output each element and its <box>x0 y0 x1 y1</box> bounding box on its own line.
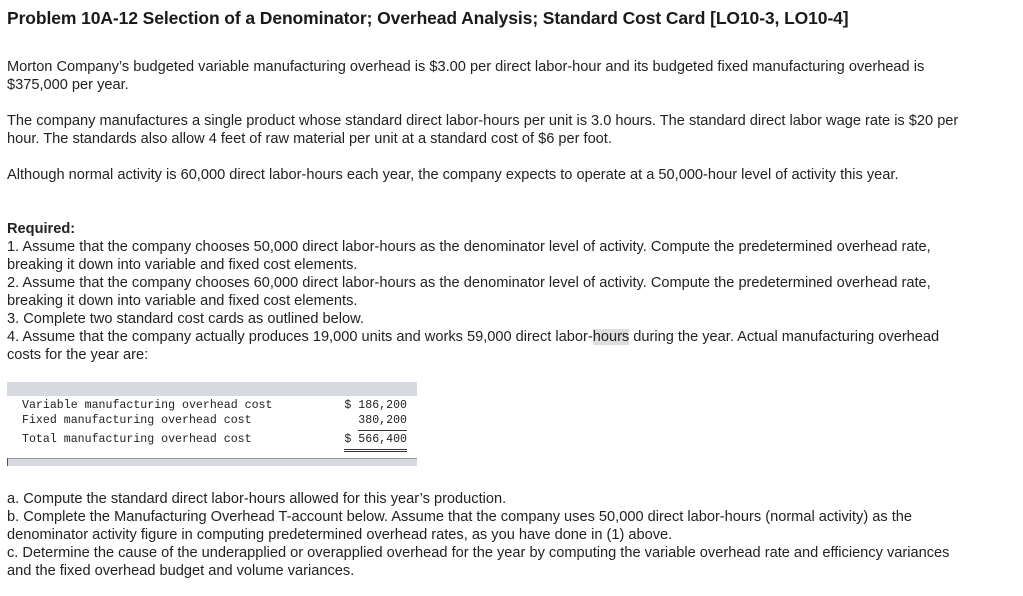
paragraph-standards: The company manufactures a single product whose standard direct labor-hours per unit is 3.0 hours. The standard direct labor wage rate is $20 per hour. The standards also allow 4 feet of raw material per unit at a standard cost of $6 per foot. <box>7 113 959 147</box>
problem-title: Problem 10A-12 Selection of a Denominator; Overhead Analysis; Standard Cost Card [LO10-3, LO10-4] <box>7 8 849 28</box>
row-label: Variable manufacturing overhead cost <box>22 399 273 412</box>
required-item-1: 1. Assume that the company chooses 50,000 direct labor-hours as the denominator level of activity. Compute the predetermined overhead rate, breaking it down into variable and fixed cost elements. <box>7 239 931 273</box>
required-item-3: 3. Complete two standard cost cards as outlined below. <box>7 311 364 327</box>
row-amount: $ 186,200 <box>344 399 407 412</box>
row-amount: 380,200 <box>358 413 407 431</box>
required-item-4-text-end: during the year. Actual manufacturing overhead costs for the year are: <box>7 329 940 363</box>
table-footer-bar <box>7 458 417 466</box>
required-item-4 <box>7 328 967 364</box>
actual-overhead-cost-table <box>7 382 417 466</box>
table-header-bar <box>7 382 417 396</box>
task-a: a. Compute the standard direct labor-hours allowed for this year’s production. <box>7 491 507 507</box>
table-row-fixed-overhead <box>22 413 407 429</box>
table-row-total-overhead <box>22 432 407 448</box>
row-amount: $ 566,400 <box>344 432 407 452</box>
row-label: Total manufacturing overhead cost <box>22 433 252 446</box>
task-b: b. Complete the Manufacturing Overhead T-account below. Assume that the company uses 50,000 direct labor-hours (normal activity) as the denominator activity figure in computing predetermined overhead rates, as you have done in (1) above. <box>7 509 913 543</box>
paragraph-activity: Although normal activity is 60,000 direct labor-hours each year, the company expects to operate at a 50,000-hour level of activity this year. <box>7 167 899 183</box>
required-item-2: 2. Assume that the company chooses 60,000 direct labor-hours as the denominator level of activity. Compute the predetermined overhead rate, breaking it down into variable and fixed cost elements. <box>7 275 931 309</box>
task-list <box>7 490 967 580</box>
table-row-variable-overhead <box>22 398 407 414</box>
required-label: Required: <box>7 221 76 237</box>
task-c: c. Determine the cause of the underapplied or overapplied overhead for the year by computing the variable overhead rate and efficiency variances and the fixed overhead budget and volume variances. <box>7 545 950 579</box>
table-footer-edge <box>7 458 8 466</box>
highlighted-word: hours <box>592 329 630 345</box>
row-label: Fixed manufacturing overhead cost <box>22 414 252 427</box>
paragraph-overhead-budget: Morton Company’s budgeted variable manufacturing overhead is $3.00 per direct labor-hour and its budgeted fixed manufacturing overhead is $375,000 per year. <box>7 59 925 93</box>
required-item-4-text-start: 4. Assume that the company actually produces 19,000 units and works 59,000 direct labor- <box>7 329 593 345</box>
required-section <box>7 220 967 364</box>
